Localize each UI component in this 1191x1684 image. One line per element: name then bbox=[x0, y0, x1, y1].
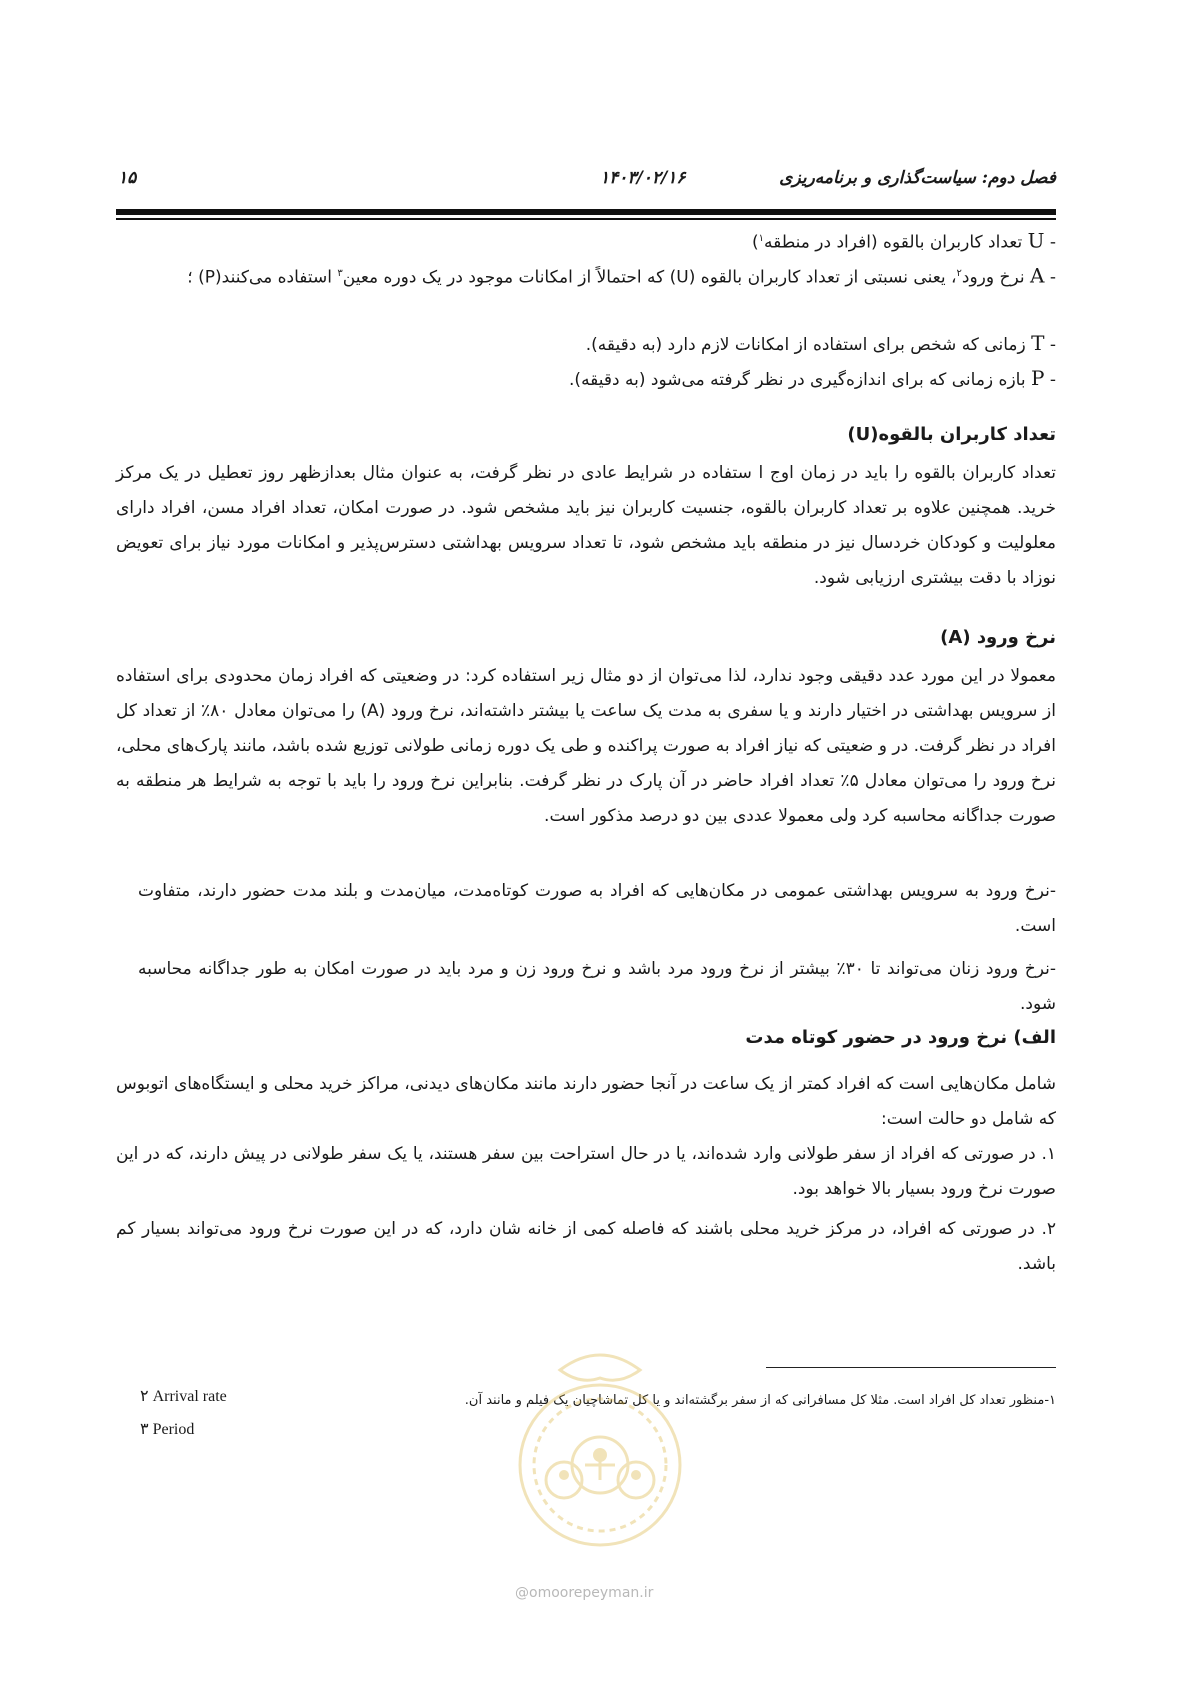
footnote-rule bbox=[766, 1367, 1056, 1368]
section-heading-short-stay: الف) نرخ ورود در حضور کوتاه مدت bbox=[745, 1027, 1056, 1048]
definition-p: - P بازه زمانی که برای اندازه‌گیری در نظر گرفته می‌شود (به دقیقه). bbox=[569, 366, 1056, 390]
header-rule-thin bbox=[116, 218, 1056, 220]
definition-u: - U تعداد کاربران بالقوه (افراد در منطقه$^۱$) bbox=[751, 228, 1056, 253]
bullet-arrival-rate-1: -نرخ ورود به سرویس بهداشتی عمومی در مکان‌هایی که افراد به صورت کوتاه‌مدت، میان‌مدت و بلند مدت حضور دارند، متفاوت است. bbox=[138, 881, 1056, 936]
paragraph-arrival-rate: معمولا در این مورد عدد دقیقی وجود ندارد، لذا می‌توان از دو مثال زیر استفاده کرد: در وضعیتی که افراد زمان محدودی برای استفاده از سرویس بهداشتی در اختیار دارند و یا سفری به مدت یک ساعت یا بیشتر داشته‌اند، نرخ ورود (A) را می‌توان معادل ۸۰٪ از تعداد کل افراد در نظر گرفت. در و ضعیتی که نیاز افراد به صورت پراکنده و طی یک دوره زمانی طولانی توزیع شده باشد، مانند پارک‌های محلی، نرخ ورود را می‌توان معادل ۵٪ تعداد افراد حاضر در آن پارک در نظر گرفت. بنابراین نرخ ورود را باید با توجه به شرایط هر منطقه به صورت جداگانه محاسبه کرد ولی معمولا عددی بین دو درصد مذکور است. bbox=[116, 666, 1057, 826]
definition-t: - T زمانی که شخص برای استفاده از امکانات لازم دارد (به دقیقه). bbox=[585, 331, 1056, 355]
header-rule-thick bbox=[116, 209, 1056, 215]
footnote-1: ۱-منظور تعداد کل افراد است. مثلا کل مسافرانی که از سفر برگشته‌اند و یا کل تماشاچیان یک فیلم و مانند آن. bbox=[464, 1393, 1056, 1408]
footnote-3: ۳ Period bbox=[140, 1421, 195, 1438]
paragraph-potential-users: تعداد کاربران بالقوه را باید در زمان اوج ا ستفاده در شرایط عادی در نظر گرفت، به عنوان مثال بعدازظهر روز تعطیل در یک مرکز خرید. همچنین علاوه بر تعداد کاربران بالقوه، جنسیت کاربران نیز باید مشخص شود. در صورت امکان، تعداد افراد مسن، افراد دارای معلولیت و کودکان خردسال نیز در منطقه باید مشخص شود، تا تعداد سرویس بهداشتی دسترس‌پذیر و امکانات مورد نیاز برای تعویض نوزاد با دقت بیشتری ارزیابی شود. bbox=[116, 463, 1056, 588]
watermark-logo-icon bbox=[500, 1330, 700, 1560]
footnote-2: ۲ Arrival rate bbox=[140, 1388, 227, 1405]
watermark-url: @omoorepeyman.ir bbox=[515, 1585, 654, 1601]
header-date: ۱۴۰۳/۰۲/۱۶ bbox=[600, 168, 686, 188]
section-heading-arrival-rate: نرخ ورود (A) bbox=[940, 627, 1056, 648]
list-item-short-stay-2: ۲. در صورتی که افراد، در مرکز خرید محلی باشند که فاصله کمی از خانه شان دارد، که در این صورت نرخ ورود می‌تواند بسیار کم باشد. bbox=[116, 1219, 1056, 1274]
page-number: ۱۵ bbox=[118, 168, 137, 188]
list-item-short-stay-1: ۱. در صورتی که افراد از سفر طولانی وارد شده‌اند، یا در حال استراحت بین سفر هستند، یا یک سفر طولانی در پیش دارند، که در این صورت نرخ ورود بسیار بالا خواهد بود. bbox=[116, 1144, 1056, 1199]
section-heading-potential-users: تعداد کاربران بالقوه(U) bbox=[847, 424, 1056, 445]
definition-a: - A نرخ ورود$^۲$، یعنی نسبتی از تعداد کاربران بالقوه (U) که احتمالاً از امکانات موجود در یک دوره معین$^۳$ استفاده می‌کنند(P) ؛ bbox=[187, 263, 1056, 288]
bullet-arrival-rate-2: -نرخ ورود زنان می‌تواند تا ۳۰٪ بیشتر از نرخ ورود مرد باشد و نرخ ورود زن و مرد باید در صورت امکان به طور جداگانه محاسبه شود. bbox=[138, 959, 1056, 1014]
paragraph-short-stay: شامل مکان‌هایی است که افراد کمتر از یک ساعت در آنجا حضور دارند مانند مکان‌های دیدنی، مراکز خرید محلی و ایستگاه‌های اتوبوس که شامل دو حالت است: bbox=[116, 1074, 1056, 1129]
chapter-title: فصل دوم: سیاست‌گذاری و برنامه‌ریزی bbox=[779, 168, 1056, 188]
